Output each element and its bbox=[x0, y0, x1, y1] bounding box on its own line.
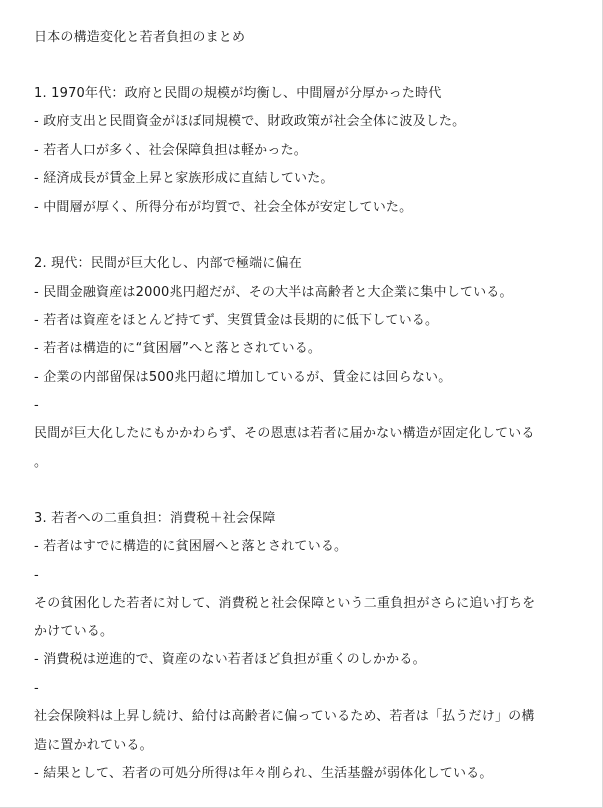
section-3-paragraph: 社会保険料は上昇し続け、給付は高齢者に偏っているため、若者は「払うだけ」の構 bbox=[34, 709, 535, 724]
section-1-heading: 1. 1970年代：政府と民間の規模が均衡し、中間層が分厚かった時代 bbox=[34, 86, 442, 101]
section-3-bullet: - 若者はすでに構造的に貧困層へと落とされている。 bbox=[34, 539, 348, 554]
section-2-bullet: - 若者は構造的に“貧困層”へと落とされている。 bbox=[34, 341, 322, 356]
section-2-paragraph: 民間が巨大化したにもかかわらず、その恩恵は若者に届かない構造が固定化している bbox=[34, 426, 535, 441]
section-3-paragraph: その貧困化した若者に対して、消費税と社会保障という二重負担がさらに追い打ちを bbox=[34, 596, 536, 611]
section-1-bullet: - 中間層が厚く、所得分布が均質で、社会全体が安定していた。 bbox=[34, 200, 413, 215]
section-3-paragraph-cont: かけている。 bbox=[34, 624, 114, 639]
section-2-heading: 2. 現代：民間が巨大化し、内部で極端に偏在 bbox=[34, 256, 302, 271]
section-2-bullet: - 企業の内部留保は500兆円超に増加しているが、賃金には回らない。 bbox=[34, 370, 452, 385]
section-3-dash: - bbox=[34, 681, 39, 696]
section-3-paragraph-cont: 造に置かれている。 bbox=[34, 738, 153, 753]
section-3-bullet: - 結果として、若者の可処分所得は年々削られ、生活基盤が弱体化している。 bbox=[34, 766, 493, 781]
section-3-heading: 3. 若者への二重負担：消費税＋社会保障 bbox=[34, 511, 276, 526]
section-2-bullet: - 若者は資産をほとんど持てず、実質賃金は長期的に低下している。 bbox=[34, 313, 439, 328]
section-2-bullet: - 民間金融資産は2000兆円超だが、その大半は高齢者と大企業に集中している。 bbox=[34, 285, 513, 300]
section-1-bullet: - 政府支出と民間資金がほぼ同規模で、財政政策が社会全体に波及した。 bbox=[34, 114, 466, 129]
section-3-dash: - bbox=[34, 568, 39, 583]
section-1-bullet: - 経済成長が賃金上昇と家族形成に直結していた。 bbox=[34, 171, 334, 186]
section-1-bullet: - 若者人口が多く、社会保障負担は軽かった。 bbox=[34, 143, 307, 158]
section-2-dash: - bbox=[34, 398, 39, 413]
section-3-bullet: - 消費税は逆進的で、資産のない若者ほど負担が重くのしかかる。 bbox=[34, 652, 426, 667]
document-title: 日本の構造変化と若者負担のまとめ bbox=[34, 30, 246, 45]
section-2-paragraph-end: 。 bbox=[34, 455, 48, 470]
